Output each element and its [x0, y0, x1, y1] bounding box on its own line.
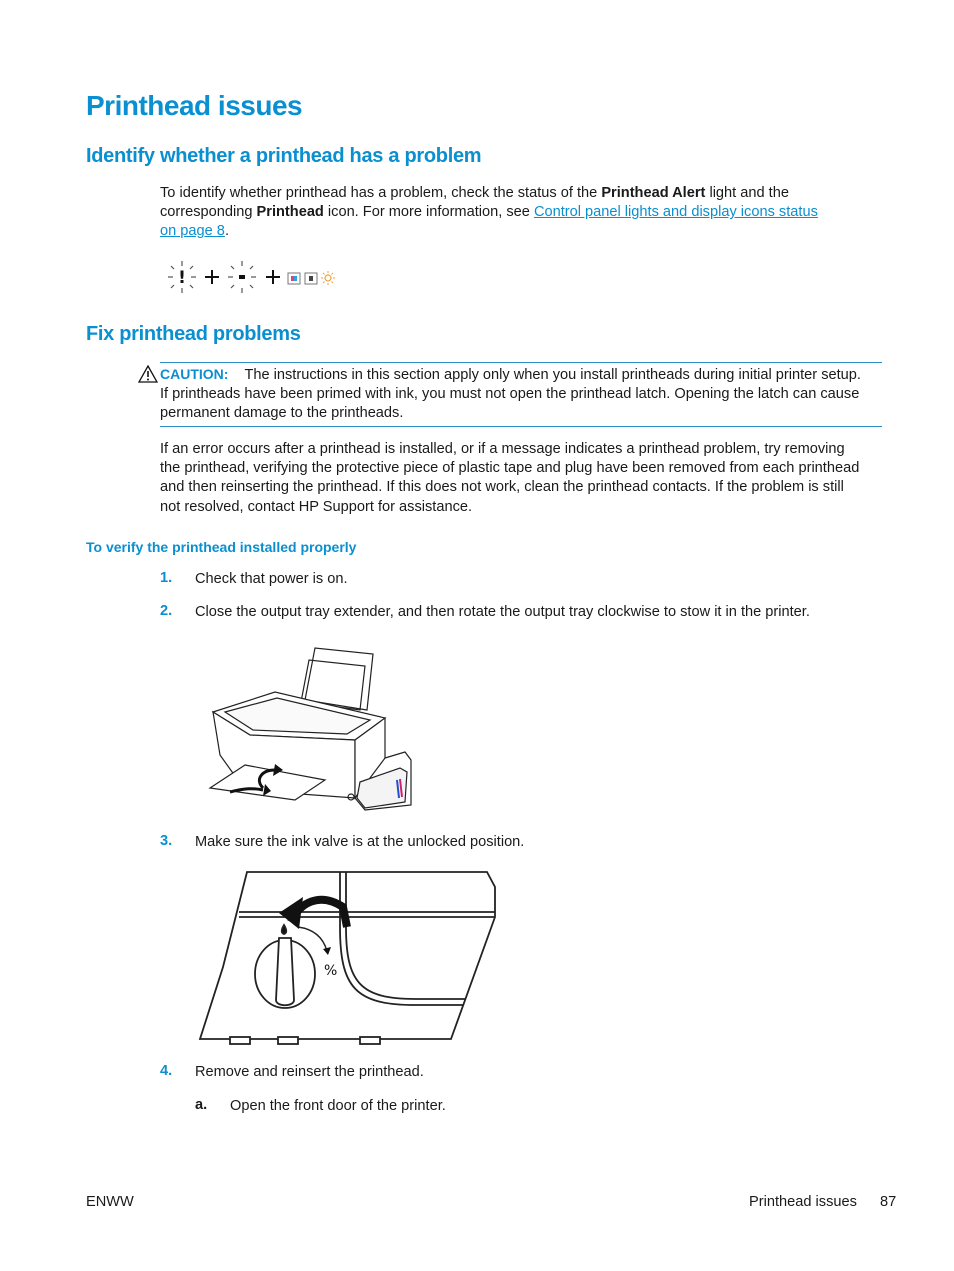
cross-reference-link-page[interactable]: on page 8 [160, 223, 225, 240]
section-heading-fix: Fix printhead problems [86, 323, 301, 345]
text: The instructions in this section apply only when you install printheads during initial printer setup. [244, 367, 861, 383]
step-text: Check that power is on. [195, 571, 348, 587]
text: permanent damage to the printheads. [160, 405, 404, 422]
caution-text [160, 365, 890, 424]
plus-icon [205, 270, 219, 284]
footer-left: ENWW [86, 1194, 134, 1210]
step-number: 4. [160, 1063, 173, 1079]
printhead-display-icon [288, 271, 335, 285]
identify-paragraph [160, 184, 880, 242]
substep-letter: a. [195, 1097, 208, 1113]
section-heading-identify: Identify whether a printhead has a problem [86, 145, 482, 167]
ink-valve-illustration [195, 867, 500, 1047]
text: icon. For more information, see [323, 204, 534, 221]
printhead-light-icon [228, 261, 256, 293]
fix-paragraph [160, 440, 890, 517]
printer-illustration [205, 640, 420, 815]
step-number: 2. [160, 603, 173, 619]
text: If an error occurs after a printhead is installed, or if a message indicates a printhead problem, try removing [160, 441, 845, 457]
step-text: Make sure the ink valve is at the unlocked position. [195, 834, 525, 850]
caution-label: CAUTION: [160, 366, 229, 382]
bold-term: Printhead [256, 204, 324, 221]
printhead-status-icons [162, 258, 342, 298]
procedure-heading: To verify the printhead installed properly [86, 539, 357, 555]
text: If printheads have been primed with ink, you must not open the printhead latch. Opening the latch can cause [160, 386, 860, 403]
plus-icon [266, 270, 280, 284]
text: and then reinserting the printhead. If this does not work, clean the printhead contacts. If the problem is still [160, 479, 844, 496]
substep-text: Open the front door of the printer. [230, 1098, 446, 1114]
step-number: 3. [160, 833, 173, 849]
printhead-alert-light-icon [168, 261, 196, 293]
text: not resolved, contact HP Support for assistance. [160, 498, 473, 515]
step-text: Remove and reinsert the printhead. [195, 1064, 424, 1080]
step-number: 1. [160, 570, 173, 586]
caution-icon [138, 365, 158, 383]
text: . [224, 223, 229, 240]
bold-term: Printhead Alert [601, 185, 706, 201]
text: corresponding [160, 204, 257, 221]
svg-text:!: ! [178, 268, 186, 288]
text: light and the [705, 185, 789, 201]
page-title: Printhead issues [86, 90, 303, 121]
svg-text:%: % [324, 963, 338, 979]
footer-section: Printhead issues [749, 1194, 857, 1210]
step-text: Close the output tray extender, and then rotate the output tray clockwise to stow it in the printer. [195, 604, 810, 620]
text: the printhead, verifying the protective piece of plastic tape and plug have been removed from each printhead [160, 460, 860, 477]
text: To identify whether printhead has a problem, check the status of the [160, 185, 602, 201]
page-number: 87 [880, 1194, 897, 1210]
cross-reference-link[interactable]: Control panel lights and display icons status [533, 204, 818, 221]
